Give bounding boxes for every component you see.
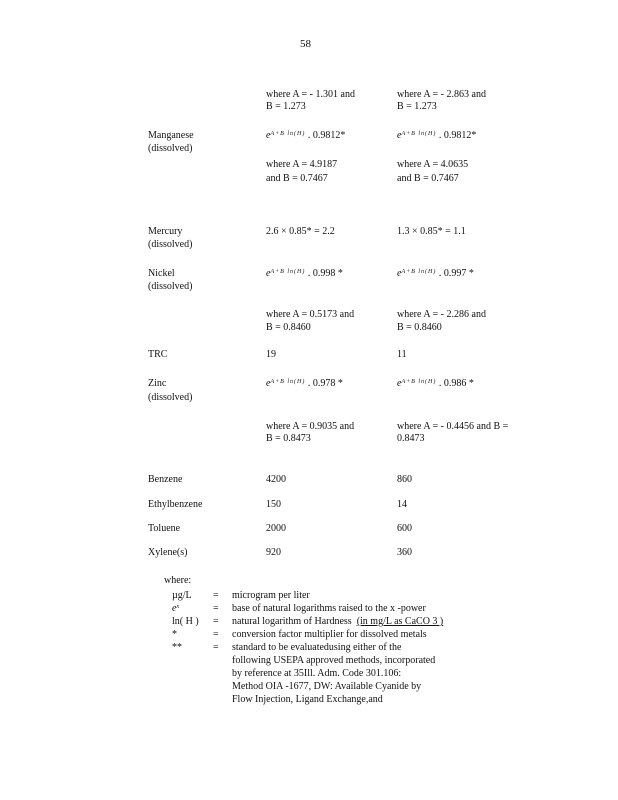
legend-definition: natural logarithm of Hardness (in mg/L as CaCO 3 )	[232, 616, 444, 627]
legend-row-ex	[172, 603, 492, 615]
ethylbenzene-col1: 150	[266, 499, 281, 510]
zinc-sublabel: (dissolved)	[148, 392, 193, 403]
prev-where-col1-line1: where A = - 1.301 and	[266, 89, 355, 100]
formula-tail: . 0.978 *	[307, 378, 343, 389]
xylene-col1: 920	[266, 547, 281, 558]
legend-definition: conversion factor multiplier for dissolved metals	[232, 629, 427, 640]
exponent: A+B ln(H)	[401, 269, 437, 275]
manganese-label: Manganese	[148, 130, 194, 141]
zinc-where-col2-line2: 0.8473	[397, 433, 425, 444]
xylene-col2: 360	[397, 547, 412, 558]
formula-tail: . 0.997 *	[438, 268, 474, 279]
prev-where-col2-line1: where A = - 2.863 and	[397, 89, 486, 100]
mercury-label: Mercury	[148, 226, 183, 237]
nickel-where-col1-line2: B = 0.8460	[266, 322, 311, 333]
manganese-formula-col2	[397, 130, 476, 143]
mercury-col2: 1.3 × 0.85* = 1.1	[397, 226, 466, 237]
legend-continuation-line2: by reference at 35Ill. Adm. Code 301.106:	[232, 668, 402, 679]
e-base: e	[397, 378, 402, 389]
legend-row-ln-h	[172, 616, 492, 628]
zinc-where-col1-line1: where A = 0.9035 and	[266, 421, 355, 432]
formula-tail: . 0.9812*	[438, 130, 477, 141]
exponent: A+B ln(H)	[401, 379, 437, 385]
legend-symbol: *	[172, 629, 177, 640]
legend-row-asterisk	[172, 629, 492, 641]
manganese-where-col1-line2: and B = 0.7467	[266, 173, 328, 184]
legend-continuation-line4: Flow Injection, Ligand Exchange,and	[232, 694, 383, 705]
ethylbenzene-col2: 14	[397, 499, 407, 510]
manganese-formula-col1	[266, 130, 345, 143]
page-number: 58	[300, 38, 311, 50]
toluene-col1: 2000	[266, 523, 286, 534]
toluene-label: Toluene	[148, 523, 181, 534]
benzene-label: Benzene	[148, 474, 183, 485]
legend-equals: =	[213, 590, 219, 601]
xylene-label: Xylene(s)	[148, 547, 188, 558]
benzene-col1: 4200	[266, 474, 286, 485]
prev-where-col1-line2: B = 1.273	[266, 101, 306, 112]
manganese-where-col2-line2: and B = 0.7467	[397, 173, 459, 184]
nickel-where-col2-line2: B = 0.8460	[397, 322, 442, 333]
formula-tail: . 0.986 *	[438, 378, 474, 389]
e-base: e	[266, 378, 271, 389]
toluene-col2: 600	[397, 523, 412, 534]
benzene-col2: 860	[397, 474, 412, 485]
legend-definition: base of natural logarithms raised to the x -power	[232, 603, 426, 614]
hardness-units: (in mg/L as CaCO 3 )	[356, 616, 444, 627]
formula-tail: . 0.9812*	[307, 130, 346, 141]
zinc-where-col1-line2: B = 0.8473	[266, 433, 311, 444]
zinc-label: Zinc	[148, 378, 167, 389]
legend-equals: =	[213, 603, 219, 614]
legend-equals: =	[213, 629, 219, 640]
trc-label: TRC	[148, 349, 168, 360]
legend-symbol: $e^x$	[172, 603, 181, 614]
mercury-col1: 2.6 × 0.85* = 2.2	[266, 226, 335, 237]
legend-continuation-line3: Method OIA -1677, DW: Available Cyanide by	[232, 681, 422, 692]
exponent: A+B ln(H)	[270, 379, 306, 385]
mercury-sublabel: (dissolved)	[148, 239, 193, 250]
e-base: e	[397, 130, 402, 141]
nickel-label: Nickel	[148, 268, 175, 279]
prev-where-col2-line2: B = 1.273	[397, 101, 437, 112]
manganese-where-col1-line1: where A = 4.9187	[266, 159, 338, 170]
legend-row-double-asterisk	[172, 642, 492, 654]
legend-definition: standard to be evaluatedusing either of the	[232, 642, 402, 653]
legend-definition: microgram per liter	[232, 590, 310, 601]
nickel-formula-col1	[266, 268, 343, 281]
zinc-formula-col2	[397, 378, 474, 391]
exponent: A+B ln(H)	[270, 269, 306, 275]
legend-symbol: µg/L	[172, 590, 192, 601]
legend-heading: where:	[164, 575, 192, 586]
legend-equals: =	[213, 642, 219, 653]
e-base: e	[266, 268, 271, 279]
nickel-formula-col2	[397, 268, 474, 281]
nickel-where-col1-line1: where A = 0.5173 and	[266, 309, 355, 320]
exponent: A+B ln(H)	[401, 131, 437, 137]
exponent: A+B ln(H)	[270, 131, 306, 137]
ethylbenzene-label: Ethylbenzene	[148, 499, 203, 510]
e-base: e	[266, 130, 271, 141]
legend-equals: =	[213, 616, 219, 627]
manganese-where-col2-line1: where A = 4.0635	[397, 159, 469, 170]
e-base: e	[397, 268, 402, 279]
trc-col1: 19	[266, 349, 276, 360]
zinc-formula-col1	[266, 378, 343, 391]
manganese-sublabel: (dissolved)	[148, 143, 193, 154]
nickel-sublabel: (dissolved)	[148, 281, 193, 292]
nickel-where-col2-line1: where A = - 2.286 and	[397, 309, 486, 320]
trc-col2: 11	[397, 349, 407, 360]
legend-row-ugl	[172, 590, 492, 602]
legend-continuation-line1: following USEPA approved methods, incorporated	[232, 655, 436, 666]
formula-tail: . 0.998 *	[307, 268, 343, 279]
legend-symbol: **	[172, 642, 182, 653]
legend-symbol: ln( H )	[172, 616, 199, 627]
zinc-where-col2-line1: where A = - 0.4456 and B =	[397, 421, 509, 432]
